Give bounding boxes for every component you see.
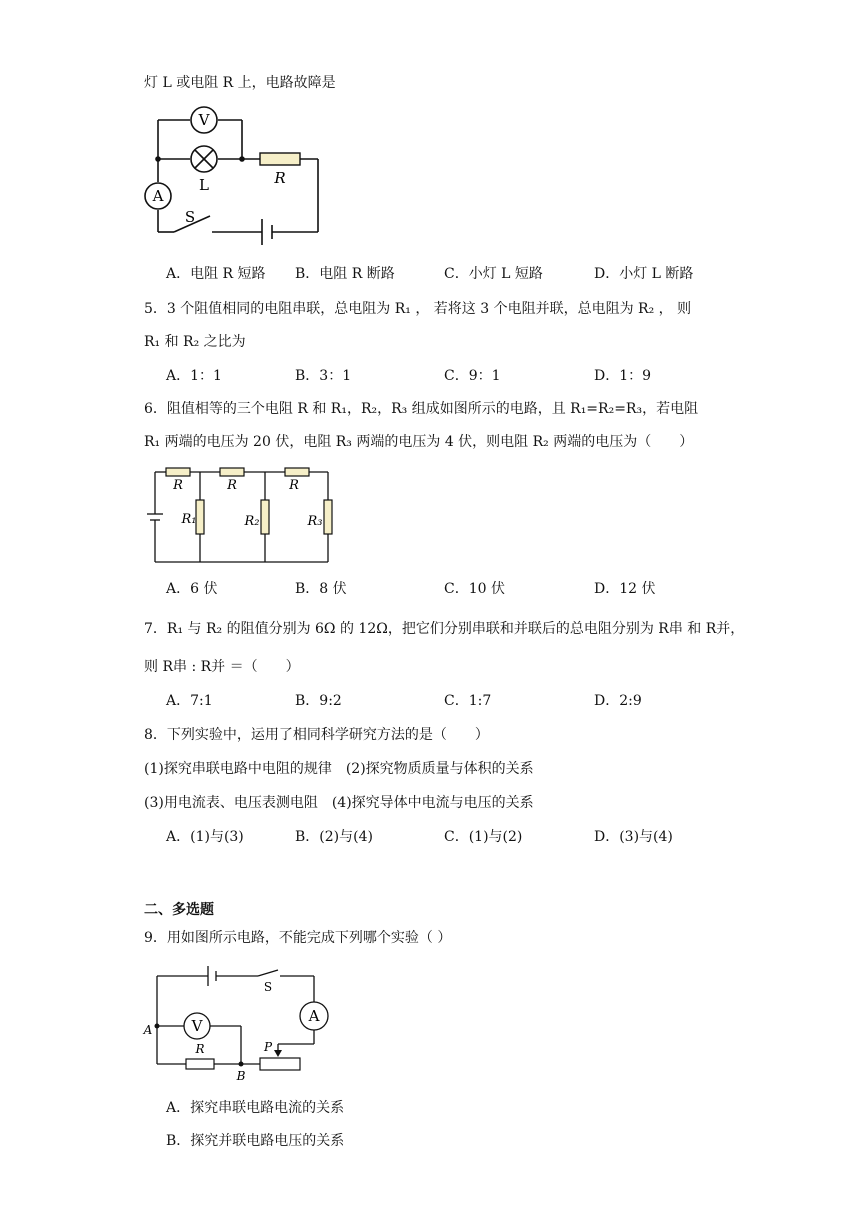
q6-fig-r-1: R bbox=[173, 478, 183, 493]
q6-option-c: C．10 伏 bbox=[444, 581, 505, 597]
q4-option-a: A．电阻 R 短路 bbox=[166, 266, 266, 282]
q4-fig-s: S bbox=[184, 208, 196, 226]
q4-option-b: B．电阻 R 断路 bbox=[295, 266, 395, 282]
q4-option-d: D．小灯 L 断路 bbox=[594, 266, 694, 282]
q8-stem-line1: 8．下列实验中，运用了相同科学研究方法的是（ ） bbox=[144, 727, 489, 743]
q9-fig-point-a: A bbox=[143, 1023, 153, 1037]
q6-option-b: B．8 伏 bbox=[295, 581, 347, 597]
q9-fig-point-b: B bbox=[236, 1069, 246, 1083]
q5-option-c: C．9：1 bbox=[444, 368, 501, 384]
q5-option-b: B．3：1 bbox=[295, 368, 352, 384]
q7-option-b: B．9:2 bbox=[295, 693, 342, 709]
q9-fig-p: P bbox=[263, 1040, 273, 1054]
q4-option-c: C．小灯 L 短路 bbox=[444, 266, 543, 282]
q8-option-c: C．(1)与(2) bbox=[444, 829, 523, 845]
q4-fig-l: L bbox=[199, 176, 209, 194]
q6-fig-r2: R₂ bbox=[244, 514, 260, 529]
q4-fig-r: R bbox=[274, 169, 286, 187]
q7-option-a: A．7:1 bbox=[166, 693, 213, 709]
q8-option-b: B．(2)与(4) bbox=[295, 829, 373, 845]
q4-stem-tail: 灯 L 或电阻 R 上，电路故障是 bbox=[144, 75, 336, 91]
section-title-multi-choice: 二、多选题 bbox=[144, 902, 214, 918]
q6-fig-r-2: R bbox=[227, 478, 237, 493]
q9-fig-r: R bbox=[195, 1042, 205, 1056]
q4-circuit-figure bbox=[138, 104, 328, 250]
q6-stem-line2: R₁ 两端的电压为 20 伏，电阻 R₃ 两端的电压为 4 伏，则电阻 R₂ 两端的电压为（ ） bbox=[144, 434, 694, 450]
q9-fig-v: V bbox=[191, 1017, 203, 1035]
q4-fig-v: V bbox=[198, 111, 210, 129]
q9-circuit-figure bbox=[140, 962, 340, 1084]
q8-stem-line2: (1)探究串联电路中电阻的规律 (2)探究物质质量与体积的关系 bbox=[144, 761, 534, 777]
q8-option-d: D．(3)与(4) bbox=[594, 829, 673, 845]
q5-option-d: D．1：9 bbox=[594, 368, 652, 384]
q6-circuit-figure bbox=[140, 462, 340, 568]
q8-option-a: A．(1)与(3) bbox=[166, 829, 244, 845]
q7-stem-line2: 则 R串 : R并 ＝（ ） bbox=[144, 659, 300, 675]
q9-fig-s: S bbox=[263, 980, 273, 994]
q6-fig-r1: R₁ bbox=[181, 512, 197, 527]
q9-fig-a: A bbox=[308, 1007, 320, 1025]
q6-fig-r-3: R bbox=[289, 478, 299, 493]
q7-stem-line1: 7．R₁ 与 R₂ 的阻值分别为 6Ω 的 12Ω，把它们分别串联和并联后的总电阻分别为 R串 和 R并， bbox=[144, 621, 745, 637]
q7-option-d: D．2:9 bbox=[594, 693, 642, 709]
q4-fig-a: A bbox=[152, 187, 164, 205]
q5-stem-line1: 5．3 个阻值相同的电阻串联，总电阻为 R₁ ， 若将这 3 个电阻并联，总电阻为 R₂ ， 则 bbox=[144, 301, 692, 317]
q9-option-b: B．探究并联电路电压的关系 bbox=[166, 1133, 345, 1149]
q6-stem-line1: 6．阻值相等的三个电阻 R 和 R₁，R₂，R₃ 组成如图所示的电路，且 R₁=R₂=R₃，若电阻 bbox=[144, 401, 699, 417]
q7-option-c: C．1:7 bbox=[444, 693, 492, 709]
q5-option-a: A．1：1 bbox=[166, 368, 222, 384]
q6-option-a: A．6 伏 bbox=[166, 581, 218, 597]
q9-option-a: A．探究串联电路电流的关系 bbox=[166, 1100, 345, 1116]
q6-option-d: D．12 伏 bbox=[594, 581, 656, 597]
q8-stem-line3: (3)用电流表、电压表测电阻 (4)探究导体中电流与电压的关系 bbox=[144, 795, 534, 811]
q9-stem: 9．用如图所示电路，不能完成下列哪个实验（ ） bbox=[144, 930, 452, 946]
q6-fig-r3: R₃ bbox=[307, 514, 323, 529]
q5-stem-line2: R₁ 和 R₂ 之比为 bbox=[144, 334, 246, 350]
